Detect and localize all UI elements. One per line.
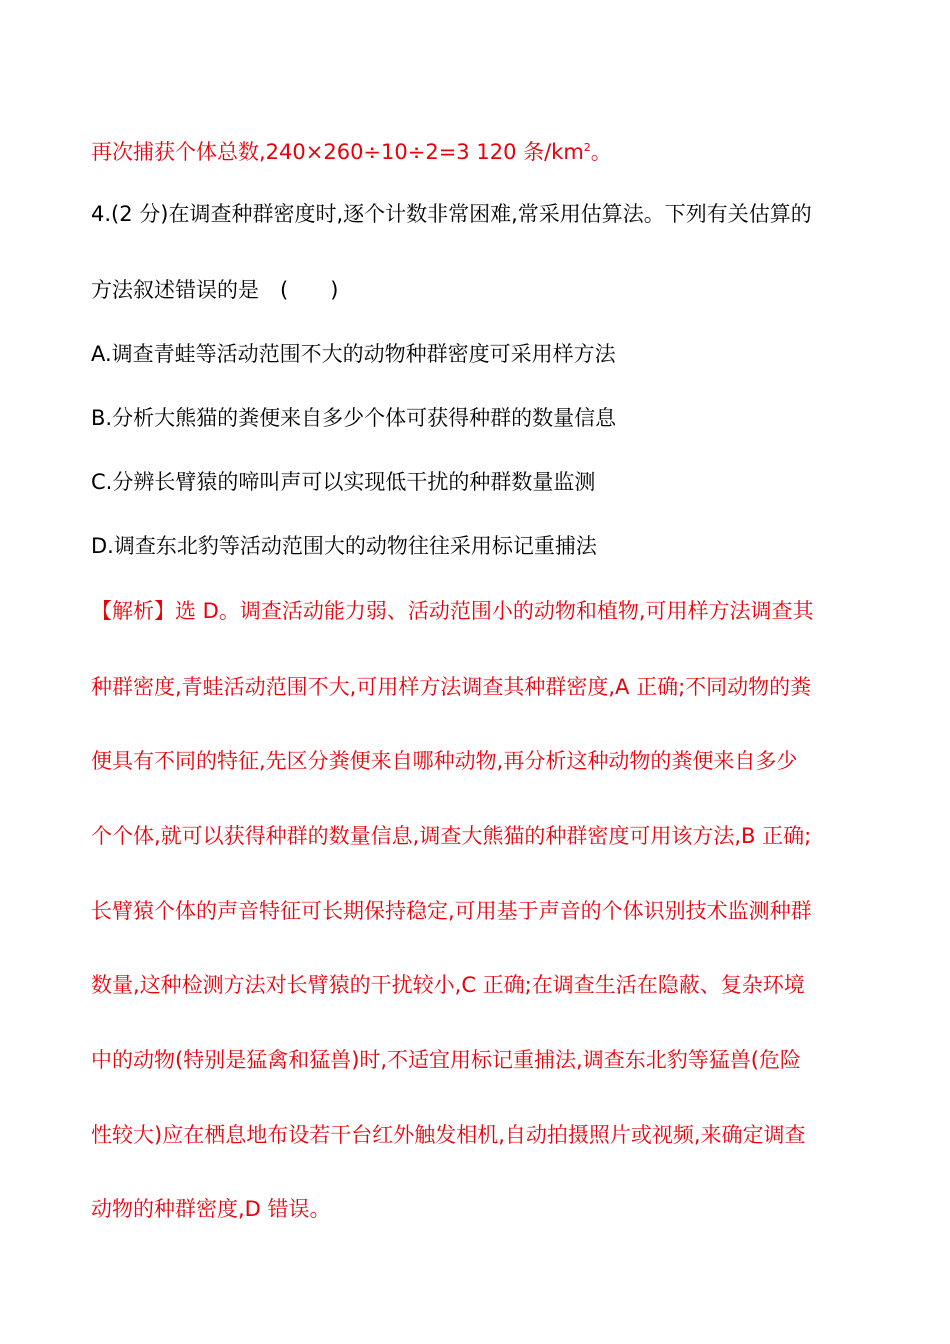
previous-answer-text: 再次捕获个体总数,240×260÷10÷2=3 120 条/km: [91, 140, 584, 164]
question-stem-line-1: 4.(2 分)在调查种群密度时,逐个计数非常困难,常采用估算法。下列有关估算的: [91, 202, 812, 226]
analysis-line: 性较大)应在栖息地布设若干台红外触发相机,自动拍摄照片或视频,来确定调查: [91, 1123, 806, 1147]
option-b: B.分析大熊猫的粪便来自多少个体可获得种群的数量信息: [91, 406, 617, 430]
analysis-line: 长臂猿个体的声音特征可长期保持稳定,可用基于声音的个体识别技术监测种群: [91, 899, 812, 923]
analysis-line: 个个体,就可以获得种群的数量信息,调查大熊猫的种群密度可用该方法,B 正确;: [91, 824, 812, 848]
analysis-line: 动物的种群密度,D 错误。: [91, 1197, 331, 1221]
option-d: D.调查东北豹等活动范围大的动物往往采用标记重捕法: [91, 534, 597, 558]
analysis-line: 便具有不同的特征,先区分粪便来自哪种动物,再分析这种动物的粪便来自多少: [91, 749, 798, 773]
question-stem-line-2: 方法叙述错误的是 ( ): [91, 278, 339, 302]
option-a: A.调查青蛙等活动范围不大的动物种群密度可采用样方法: [91, 342, 616, 366]
analysis-line: 【解析】选 D。调查活动能力弱、活动范围小的动物和植物,可用样方法调查其: [91, 599, 814, 623]
previous-answer-end: 。: [590, 140, 612, 164]
option-c: C.分辨长臂猿的啼叫声可以实现低干扰的种群数量监测: [91, 470, 596, 494]
superscript-exponent: 2: [583, 141, 591, 154]
analysis-line: 种群密度,青蛙活动范围不大,可用样方法调查其种群密度,A 正确;不同动物的粪: [91, 675, 812, 699]
analysis-line: 中的动物(特别是猛禽和猛兽)时,不适宜用标记重捕法,调查东北豹等猛兽(危险: [91, 1048, 801, 1072]
previous-answer-tail: [91, 137, 866, 167]
analysis-line: 数量,这种检测方法对长臂猿的干扰较小,C 正确;在调查生活在隐蔽、复杂环境: [91, 973, 805, 997]
